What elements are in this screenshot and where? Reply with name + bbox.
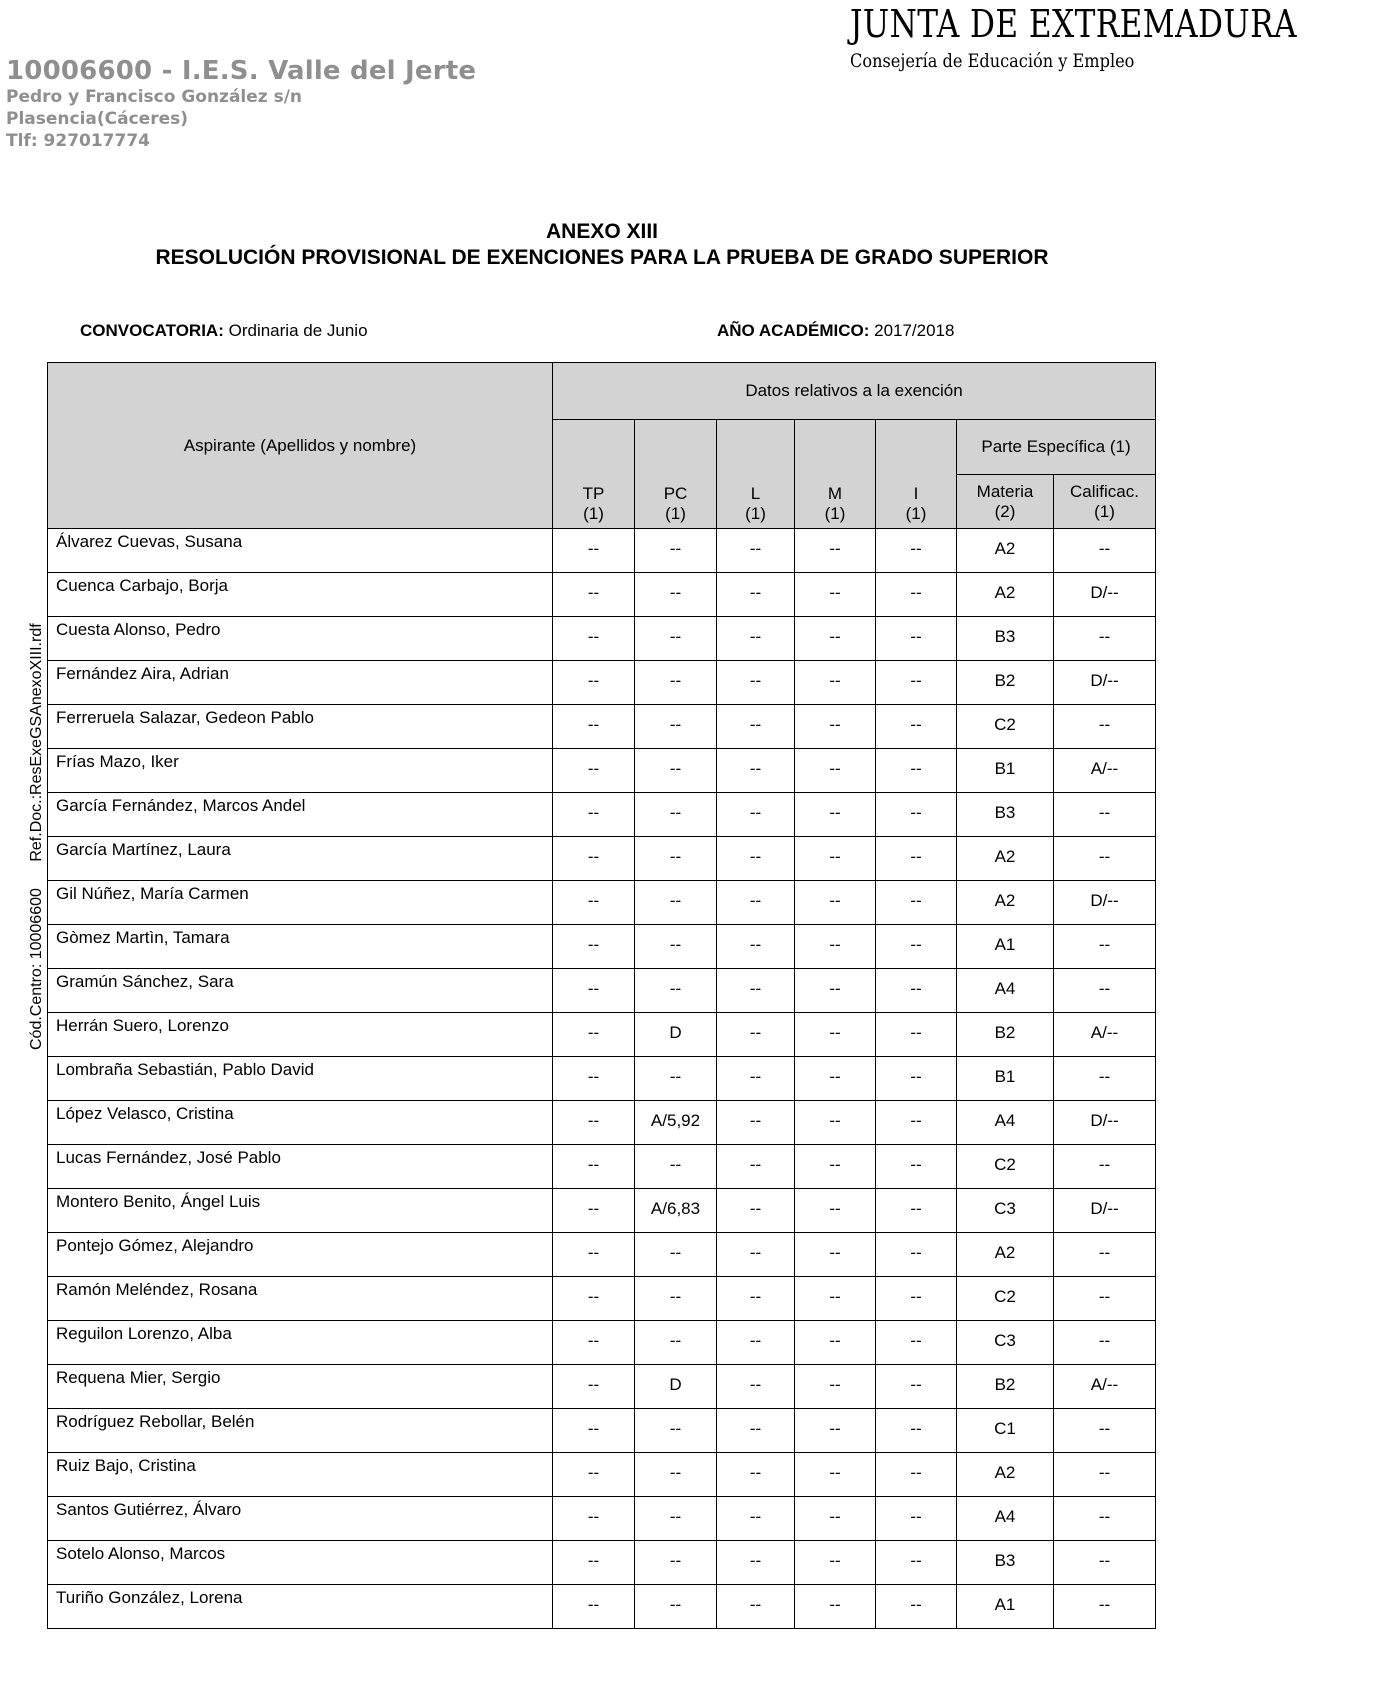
school-info (6, 56, 476, 152)
cell-materia: B2 (957, 1365, 1054, 1409)
cell-l: -- (717, 1365, 795, 1409)
header-m: M (1) (795, 420, 876, 529)
cell-pc: -- (635, 837, 717, 881)
convocatoria-value: Ordinaria de Junio (228, 321, 368, 340)
school-phone: Tlf: 927017774 (6, 131, 150, 151)
cell-pc: D (635, 1365, 717, 1409)
cell-name: Herrán Suero, Lorenzo (48, 1013, 553, 1057)
cell-l: -- (717, 1233, 795, 1277)
cell-pc: -- (635, 705, 717, 749)
cell-i: -- (876, 661, 957, 705)
table-row (48, 837, 1156, 881)
cell-tp: -- (553, 529, 635, 573)
cell-l: -- (717, 573, 795, 617)
cell-i: -- (876, 749, 957, 793)
cell-pc: -- (635, 529, 717, 573)
table-row (48, 1277, 1156, 1321)
cell-name: García Martínez, Laura (48, 837, 553, 881)
cell-tp: -- (553, 881, 635, 925)
cell-calificacion: A/-- (1054, 1013, 1156, 1057)
table-row (48, 1365, 1156, 1409)
cell-tp: -- (553, 1409, 635, 1453)
logo-sub-text: Consejería de Educación y Empleo (850, 50, 1135, 72)
cell-l: -- (717, 1497, 795, 1541)
cell-name: Cuenca Carbajo, Borja (48, 573, 553, 617)
cell-m: -- (795, 1321, 876, 1365)
cell-calificacion: -- (1054, 1277, 1156, 1321)
table-row (48, 705, 1156, 749)
cell-materia: A4 (957, 1101, 1054, 1145)
cell-calificacion: D/-- (1054, 573, 1156, 617)
header-parte-especifica: Parte Específica (1) (957, 420, 1156, 475)
cell-pc: -- (635, 573, 717, 617)
annex-title: ANEXO XIII (545, 220, 659, 243)
cell-name: Lucas Fernández, José Pablo (48, 1145, 553, 1189)
cell-calificacion: -- (1054, 1233, 1156, 1277)
cell-l: -- (717, 925, 795, 969)
cell-l: -- (717, 881, 795, 925)
cell-tp: -- (553, 1101, 635, 1145)
cell-l: -- (717, 749, 795, 793)
header-datos: Datos relativos a la exención (553, 363, 1156, 420)
header-materia: Materia (2) (957, 475, 1054, 529)
cell-materia: B3 (957, 793, 1054, 837)
cell-name: Requena Mier, Sergio (48, 1365, 553, 1409)
document-reference: Ref.Doc.:ResExeGSAnexoXIII.rdf (28, 623, 45, 862)
cell-name: Gramún Sánchez, Sara (48, 969, 553, 1013)
cell-m: -- (795, 793, 876, 837)
cell-pc: -- (635, 617, 717, 661)
convocatoria (80, 321, 368, 341)
cell-m: -- (795, 1013, 876, 1057)
cell-l: -- (717, 1585, 795, 1629)
cell-materia: B3 (957, 1541, 1054, 1585)
cell-pc: A/6,83 (635, 1189, 717, 1233)
cell-tp: -- (553, 1497, 635, 1541)
convocatoria-label: CONVOCATORIA: (80, 321, 224, 340)
cell-m: -- (795, 1101, 876, 1145)
cell-tp: -- (553, 1541, 635, 1585)
cell-calificacion: D/-- (1054, 1101, 1156, 1145)
academic-year (717, 321, 954, 341)
cell-name: López Velasco, Cristina (48, 1101, 553, 1145)
cell-tp: -- (553, 617, 635, 661)
cell-materia: B1 (957, 1057, 1054, 1101)
header-pc: PC (1) (635, 420, 717, 529)
cell-calificacion: D/-- (1054, 661, 1156, 705)
cell-i: -- (876, 1541, 957, 1585)
table-row (48, 969, 1156, 1013)
cell-pc: -- (635, 925, 717, 969)
cell-tp: -- (553, 1453, 635, 1497)
cell-pc: -- (635, 1057, 717, 1101)
cell-i: -- (876, 1409, 957, 1453)
table-row (48, 529, 1156, 573)
table-body (48, 529, 1156, 1629)
cell-m: -- (795, 837, 876, 881)
cell-i: -- (876, 793, 957, 837)
table-row (48, 881, 1156, 925)
cell-materia: A1 (957, 1585, 1054, 1629)
table-row (48, 1541, 1156, 1585)
cell-pc: -- (635, 1497, 717, 1541)
cell-m: -- (795, 1277, 876, 1321)
table-row (48, 1057, 1156, 1101)
cell-m: -- (795, 1233, 876, 1277)
cell-tp: -- (553, 705, 635, 749)
cell-m: -- (795, 661, 876, 705)
cell-tp: -- (553, 1145, 635, 1189)
cell-m: -- (795, 1189, 876, 1233)
cell-name: Pontejo Gómez, Alejandro (48, 1233, 553, 1277)
cell-materia: C2 (957, 1145, 1054, 1189)
cell-pc: -- (635, 969, 717, 1013)
cell-m: -- (795, 1365, 876, 1409)
cell-i: -- (876, 1145, 957, 1189)
cell-name: García Fernández, Marcos Andel (48, 793, 553, 837)
cell-calificacion: -- (1054, 1409, 1156, 1453)
table-row (48, 1013, 1156, 1057)
cell-m: -- (795, 529, 876, 573)
cell-calificacion: -- (1054, 925, 1156, 969)
cell-calificacion: -- (1054, 617, 1156, 661)
cell-calificacion: -- (1054, 1145, 1156, 1189)
cell-pc: -- (635, 881, 717, 925)
cell-tp: -- (553, 1057, 635, 1101)
cell-calificacion: -- (1054, 529, 1156, 573)
cell-i: -- (876, 1057, 957, 1101)
cell-materia: A2 (957, 881, 1054, 925)
cell-calificacion: -- (1054, 1057, 1156, 1101)
cell-tp: -- (553, 661, 635, 705)
exemptions-table (47, 362, 1156, 1629)
school-name: 10006600 - I.E.S. Valle del Jerte (6, 56, 477, 86)
cell-name: Reguilon Lorenzo, Alba (48, 1321, 553, 1365)
cell-calificacion: -- (1054, 1321, 1156, 1365)
header-i: I (1) (876, 420, 957, 529)
cell-tp: -- (553, 1277, 635, 1321)
cell-l: -- (717, 1189, 795, 1233)
cell-i: -- (876, 925, 957, 969)
cell-pc: -- (635, 1233, 717, 1277)
cell-m: -- (795, 925, 876, 969)
table-row (48, 1145, 1156, 1189)
cell-name: Montero Benito, Ángel Luis (48, 1189, 553, 1233)
cell-calificacion: -- (1054, 1453, 1156, 1497)
cell-calificacion: A/-- (1054, 749, 1156, 793)
cell-l: -- (717, 969, 795, 1013)
cell-tp: -- (553, 793, 635, 837)
cell-i: -- (876, 529, 957, 573)
cell-calificacion: -- (1054, 1497, 1156, 1541)
cell-l: -- (717, 661, 795, 705)
cell-calificacion: -- (1054, 705, 1156, 749)
table-row (48, 1409, 1156, 1453)
table-row (48, 661, 1156, 705)
cell-materia: A2 (957, 573, 1054, 617)
cell-i: -- (876, 1585, 957, 1629)
cell-i: -- (876, 881, 957, 925)
cell-name: Santos Gutiérrez, Álvaro (48, 1497, 553, 1541)
table-row (48, 925, 1156, 969)
cell-materia: A2 (957, 1233, 1054, 1277)
table-row (48, 617, 1156, 661)
cell-i: -- (876, 705, 957, 749)
table-row (48, 749, 1156, 793)
cell-materia: C3 (957, 1189, 1054, 1233)
cell-m: -- (795, 1541, 876, 1585)
cell-tp: -- (553, 1013, 635, 1057)
cell-calificacion: -- (1054, 1585, 1156, 1629)
logo-main-text: JUNTA DE EXTREMADURA (850, 2, 1297, 46)
school-city: Plasencia(Cáceres) (6, 109, 189, 129)
cell-calificacion: A/-- (1054, 1365, 1156, 1409)
cell-i: -- (876, 1321, 957, 1365)
cell-name: Gil Núñez, María Carmen (48, 881, 553, 925)
cell-pc: -- (635, 1145, 717, 1189)
cell-name: Cuesta Alonso, Pedro (48, 617, 553, 661)
table-row (48, 793, 1156, 837)
cell-pc: -- (635, 793, 717, 837)
table-row (48, 1233, 1156, 1277)
cell-m: -- (795, 1145, 876, 1189)
cell-l: -- (717, 1277, 795, 1321)
cell-m: -- (795, 1409, 876, 1453)
cell-tp: -- (553, 1585, 635, 1629)
header-aspirante: Aspirante (Apellidos y nombre) (48, 363, 553, 529)
cell-name: Turiño González, Lorena (48, 1585, 553, 1629)
cell-m: -- (795, 1585, 876, 1629)
cell-name: Ramón Meléndez, Rosana (48, 1277, 553, 1321)
cell-materia: A4 (957, 969, 1054, 1013)
cell-tp: -- (553, 1189, 635, 1233)
cell-m: -- (795, 881, 876, 925)
cell-materia: A1 (957, 925, 1054, 969)
cell-l: -- (717, 529, 795, 573)
cell-l: -- (717, 1453, 795, 1497)
cell-materia: A2 (957, 529, 1054, 573)
school-address: Pedro y Francisco González s/n (6, 87, 303, 107)
cell-materia: C3 (957, 1321, 1054, 1365)
cell-name: Rodríguez Rebollar, Belén (48, 1409, 553, 1453)
table-row (48, 1497, 1156, 1541)
cell-pc: -- (635, 661, 717, 705)
cell-name: Lombraña Sebastián, Pablo David (48, 1057, 553, 1101)
table-row (48, 1585, 1156, 1629)
header-tp: TP (1) (553, 420, 635, 529)
cell-m: -- (795, 1057, 876, 1101)
cell-calificacion: -- (1054, 837, 1156, 881)
cell-calificacion: D/-- (1054, 1189, 1156, 1233)
cell-materia: B2 (957, 661, 1054, 705)
junta-logo (850, 2, 1395, 72)
cell-i: -- (876, 617, 957, 661)
cell-m: -- (795, 617, 876, 661)
cell-materia: A2 (957, 1453, 1054, 1497)
cell-i: -- (876, 1101, 957, 1145)
cell-i: -- (876, 1013, 957, 1057)
side-reference (28, 601, 46, 1050)
header-l: L (1) (717, 420, 795, 529)
cell-name: Frías Mazo, Iker (48, 749, 553, 793)
cell-pc: -- (635, 1409, 717, 1453)
cell-name: Sotelo Alonso, Marcos (48, 1541, 553, 1585)
cell-tp: -- (553, 749, 635, 793)
cell-l: -- (717, 1145, 795, 1189)
cell-materia: B1 (957, 749, 1054, 793)
table-row (48, 573, 1156, 617)
cell-l: -- (717, 705, 795, 749)
cell-calificacion: -- (1054, 1541, 1156, 1585)
cell-l: -- (717, 617, 795, 661)
cell-materia: A4 (957, 1497, 1054, 1541)
cell-pc: -- (635, 1277, 717, 1321)
cell-i: -- (876, 1277, 957, 1321)
cell-pc: -- (635, 1321, 717, 1365)
cell-calificacion: D/-- (1054, 881, 1156, 925)
cell-pc: -- (635, 1541, 717, 1585)
cell-i: -- (876, 1497, 957, 1541)
cell-l: -- (717, 1013, 795, 1057)
cell-l: -- (717, 1541, 795, 1585)
table-row (48, 1453, 1156, 1497)
cell-l: -- (717, 837, 795, 881)
cell-pc: -- (635, 749, 717, 793)
cell-l: -- (717, 793, 795, 837)
cell-calificacion: -- (1054, 793, 1156, 837)
cell-m: -- (795, 969, 876, 1013)
cell-pc: D (635, 1013, 717, 1057)
cell-i: -- (876, 1189, 957, 1233)
cell-l: -- (717, 1101, 795, 1145)
cell-tp: -- (553, 573, 635, 617)
table-row (48, 1321, 1156, 1365)
table-row (48, 1189, 1156, 1233)
academic-year-value: 2017/2018 (874, 321, 955, 340)
cell-name: Álvarez Cuevas, Susana (48, 529, 553, 573)
cell-tp: -- (553, 969, 635, 1013)
cell-i: -- (876, 1233, 957, 1277)
cell-tp: -- (553, 1365, 635, 1409)
cell-m: -- (795, 1453, 876, 1497)
centre-code: Cód.Centro: 10006600 (28, 888, 45, 1050)
cell-pc: A/5,92 (635, 1101, 717, 1145)
cell-materia: C2 (957, 705, 1054, 749)
cell-materia: C1 (957, 1409, 1054, 1453)
cell-i: -- (876, 969, 957, 1013)
cell-materia: C2 (957, 1277, 1054, 1321)
cell-name: Ferreruela Salazar, Gedeon Pablo (48, 705, 553, 749)
cell-materia: B3 (957, 617, 1054, 661)
cell-i: -- (876, 573, 957, 617)
cell-m: -- (795, 1497, 876, 1541)
cell-calificacion: -- (1054, 969, 1156, 1013)
cell-m: -- (795, 749, 876, 793)
cell-pc: -- (635, 1585, 717, 1629)
resolution-title: RESOLUCIÓN PROVISIONAL DE EXENCIONES PARA LA PRUEBA DE GRADO SUPERIOR (155, 246, 1049, 269)
cell-name: Gòmez Martìn, Tamara (48, 925, 553, 969)
cell-materia: A2 (957, 837, 1054, 881)
cell-l: -- (717, 1409, 795, 1453)
cell-i: -- (876, 837, 957, 881)
cell-l: -- (717, 1321, 795, 1365)
cell-name: Ruiz Bajo, Cristina (48, 1453, 553, 1497)
cell-l: -- (717, 1057, 795, 1101)
cell-materia: B2 (957, 1013, 1054, 1057)
academic-year-label: AÑO ACADÉMICO: (717, 321, 870, 340)
cell-tp: -- (553, 925, 635, 969)
table-row (48, 1101, 1156, 1145)
cell-m: -- (795, 705, 876, 749)
cell-tp: -- (553, 837, 635, 881)
cell-tp: -- (553, 1233, 635, 1277)
cell-tp: -- (553, 1321, 635, 1365)
cell-name: Fernández Aira, Adrian (48, 661, 553, 705)
cell-i: -- (876, 1365, 957, 1409)
header-calificacion: Calificac. (1) (1054, 475, 1156, 529)
cell-pc: -- (635, 1453, 717, 1497)
cell-m: -- (795, 573, 876, 617)
cell-i: -- (876, 1453, 957, 1497)
